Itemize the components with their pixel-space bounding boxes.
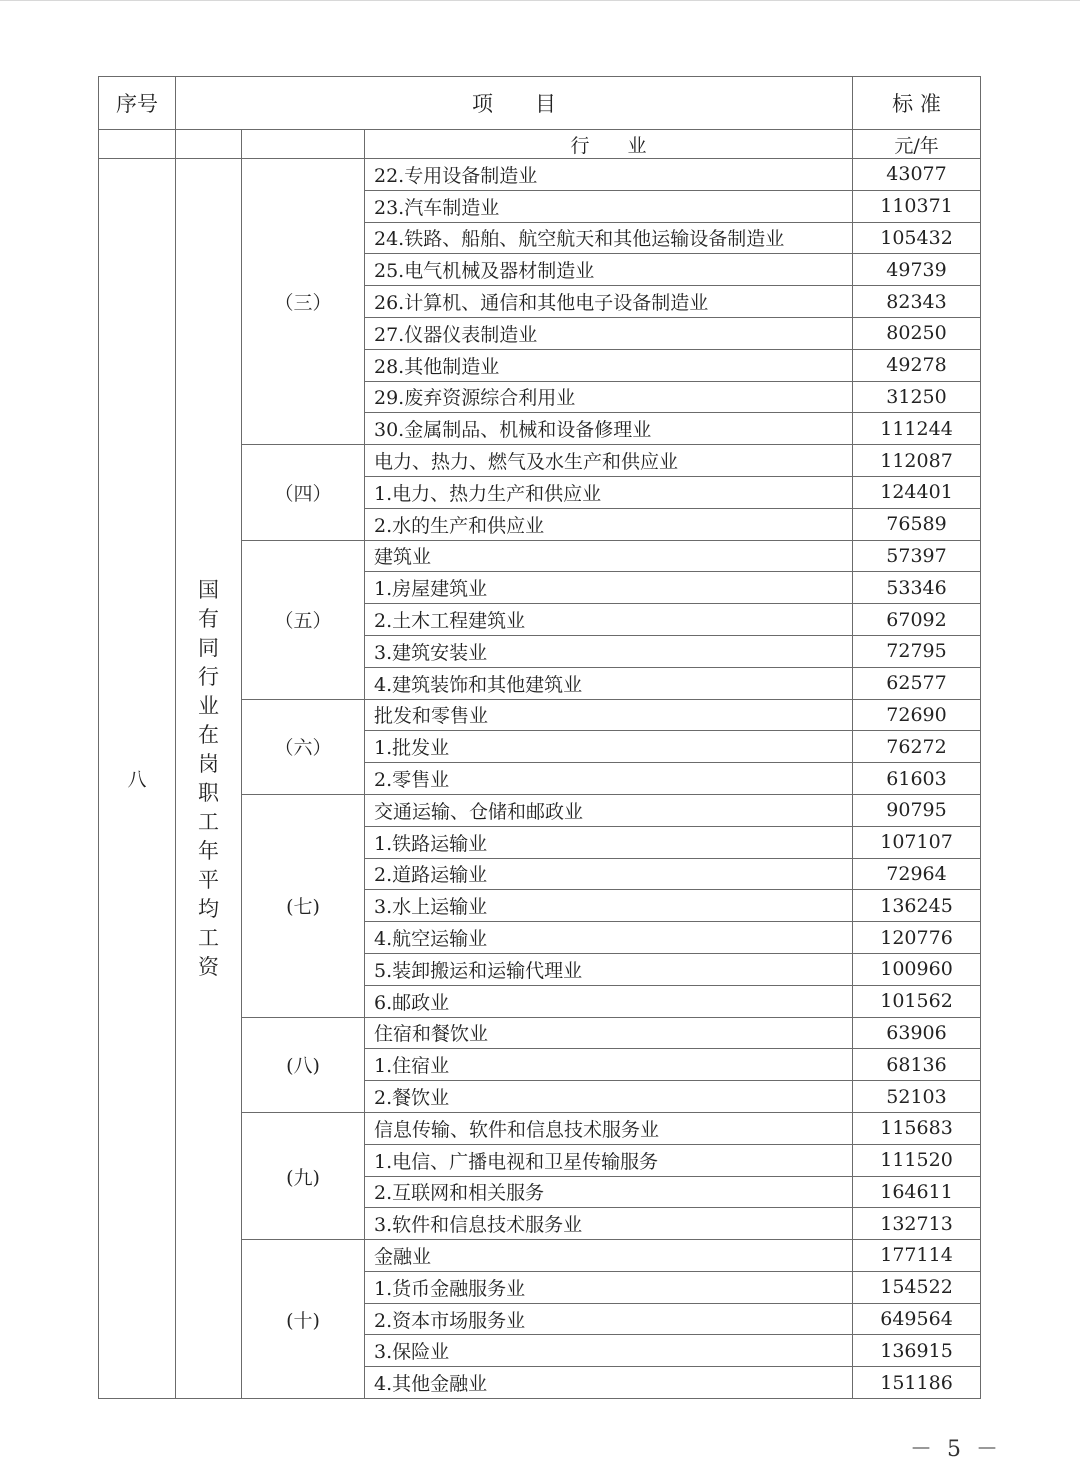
page-number: － 5 －: [910, 1437, 1002, 1462]
industry-name: 23.汽车制造业: [365, 190, 853, 222]
wage-value: 53346: [853, 572, 981, 604]
industry-name: 22.专用设备制造业: [365, 159, 853, 191]
wage-value: 151186: [853, 1367, 981, 1399]
wage-value: 105432: [853, 222, 981, 254]
industry-name: 4.其他金融业: [365, 1367, 853, 1399]
header-no: 序号: [99, 77, 176, 130]
wage-value: 132713: [853, 1208, 981, 1240]
industry-name: 3.保险业: [365, 1335, 853, 1367]
industry-name: 2.水的生产和供应业: [365, 508, 853, 540]
wage-value: 43077: [853, 159, 981, 191]
industry-name: 28.其他制造业: [365, 349, 853, 381]
industry-name: 6.邮政业: [365, 985, 853, 1017]
wage-value: 82343: [853, 286, 981, 318]
wage-value: 49739: [853, 254, 981, 286]
industry-name: 3.水上运输业: [365, 890, 853, 922]
industry-name: 1.住宿业: [365, 1049, 853, 1081]
section-number: 八: [99, 159, 176, 1399]
wage-value: 63906: [853, 1017, 981, 1049]
table-row: [99, 159, 981, 191]
wage-value: 111520: [853, 1144, 981, 1176]
industry-name: 4.航空运输业: [365, 922, 853, 954]
subheader-blank-cat: [176, 130, 242, 159]
industry-name: 24.铁路、船舶、航空航天和其他运输设备制造业: [365, 222, 853, 254]
industry-name: 批发和零售业: [365, 699, 853, 731]
industry-name: 信息传输、软件和信息技术服务业: [365, 1112, 853, 1144]
industry-name: 25.电气机械及器材制造业: [365, 254, 853, 286]
header-row: [99, 77, 981, 130]
group-label: (十): [242, 1240, 365, 1399]
wage-standard-table: [98, 76, 981, 1399]
industry-name: 3.软件和信息技术服务业: [365, 1208, 853, 1240]
industry-name: 1.房屋建筑业: [365, 572, 853, 604]
wage-value: 52103: [853, 1081, 981, 1113]
group-label: (八): [242, 1017, 365, 1112]
wage-value: 101562: [853, 985, 981, 1017]
wage-value: 100960: [853, 953, 981, 985]
industry-name: 3.建筑安装业: [365, 635, 853, 667]
wage-value: 164611: [853, 1176, 981, 1208]
industry-name: 29.废弃资源综合利用业: [365, 381, 853, 413]
industry-name: 26.计算机、通信和其他电子设备制造业: [365, 286, 853, 318]
wage-value: 124401: [853, 476, 981, 508]
industry-name: 2.土木工程建筑业: [365, 604, 853, 636]
industry-name: 2.道路运输业: [365, 858, 853, 890]
subheader-industry: 行 业: [365, 130, 853, 159]
wage-value: 76589: [853, 508, 981, 540]
wage-value: 115683: [853, 1112, 981, 1144]
group-label: （四）: [242, 445, 365, 540]
industry-name: 1.货币金融服务业: [365, 1271, 853, 1303]
wage-value: 80250: [853, 317, 981, 349]
industry-name: 金融业: [365, 1240, 853, 1272]
industry-name: 1.电力、热力生产和供应业: [365, 476, 853, 508]
wage-value: 31250: [853, 381, 981, 413]
industry-name: 4.建筑装饰和其他建筑业: [365, 667, 853, 699]
wage-value: 72690: [853, 699, 981, 731]
industry-name: 27.仪器仪表制造业: [365, 317, 853, 349]
header-standard: 标 准: [853, 77, 981, 130]
wage-value: 136915: [853, 1335, 981, 1367]
wage-value: 68136: [853, 1049, 981, 1081]
wage-value: 49278: [853, 349, 981, 381]
wage-value: 112087: [853, 445, 981, 477]
industry-name: 1.电信、广播电视和卫星传输服务: [365, 1144, 853, 1176]
group-label: （六）: [242, 699, 365, 794]
wage-value: 136245: [853, 890, 981, 922]
wage-value: 177114: [853, 1240, 981, 1272]
industry-name: 2.餐饮业: [365, 1081, 853, 1113]
wage-value: 57397: [853, 540, 981, 572]
wage-value: 67092: [853, 604, 981, 636]
industry-name: 1.铁路运输业: [365, 826, 853, 858]
top-rule: [0, 0, 1080, 1]
industry-name: 电力、热力、燃气及水生产和供应业: [365, 445, 853, 477]
industry-name: 住宿和餐饮业: [365, 1017, 853, 1049]
industry-name: 2.互联网和相关服务: [365, 1176, 853, 1208]
wage-value: 120776: [853, 922, 981, 954]
wage-value: 154522: [853, 1271, 981, 1303]
header-project: 项 目: [176, 77, 853, 130]
wage-value: 72964: [853, 858, 981, 890]
subheader-unit: 元/年: [853, 130, 981, 159]
industry-name: 交通运输、仓储和邮政业: [365, 794, 853, 826]
wage-value: 76272: [853, 731, 981, 763]
section-category-cell: [176, 159, 242, 1399]
group-label: （三）: [242, 159, 365, 445]
wage-value: 72795: [853, 635, 981, 667]
wage-value: 61603: [853, 763, 981, 795]
industry-name: 1.批发业: [365, 731, 853, 763]
industry-name: 2.资本市场服务业: [365, 1303, 853, 1335]
industry-name: 30.金属制品、机械和设备修理业: [365, 413, 853, 445]
subheader-row: [99, 130, 981, 159]
group-label: （五）: [242, 540, 365, 699]
subheader-blank-sub: [242, 130, 365, 159]
group-label: (七): [242, 794, 365, 1017]
wage-value: 62577: [853, 667, 981, 699]
wage-value: 107107: [853, 826, 981, 858]
wage-value: 111244: [853, 413, 981, 445]
wage-value: 110371: [853, 190, 981, 222]
industry-name: 建筑业: [365, 540, 853, 572]
subheader-blank-no: [99, 130, 176, 159]
wage-value: 649564: [853, 1303, 981, 1335]
group-label: (九): [242, 1112, 365, 1239]
industry-name: 5.装卸搬运和运输代理业: [365, 953, 853, 985]
wage-value: 90795: [853, 794, 981, 826]
section-category: 国有同行业在岗职工年平均工资: [198, 577, 219, 979]
industry-name: 2.零售业: [365, 763, 853, 795]
